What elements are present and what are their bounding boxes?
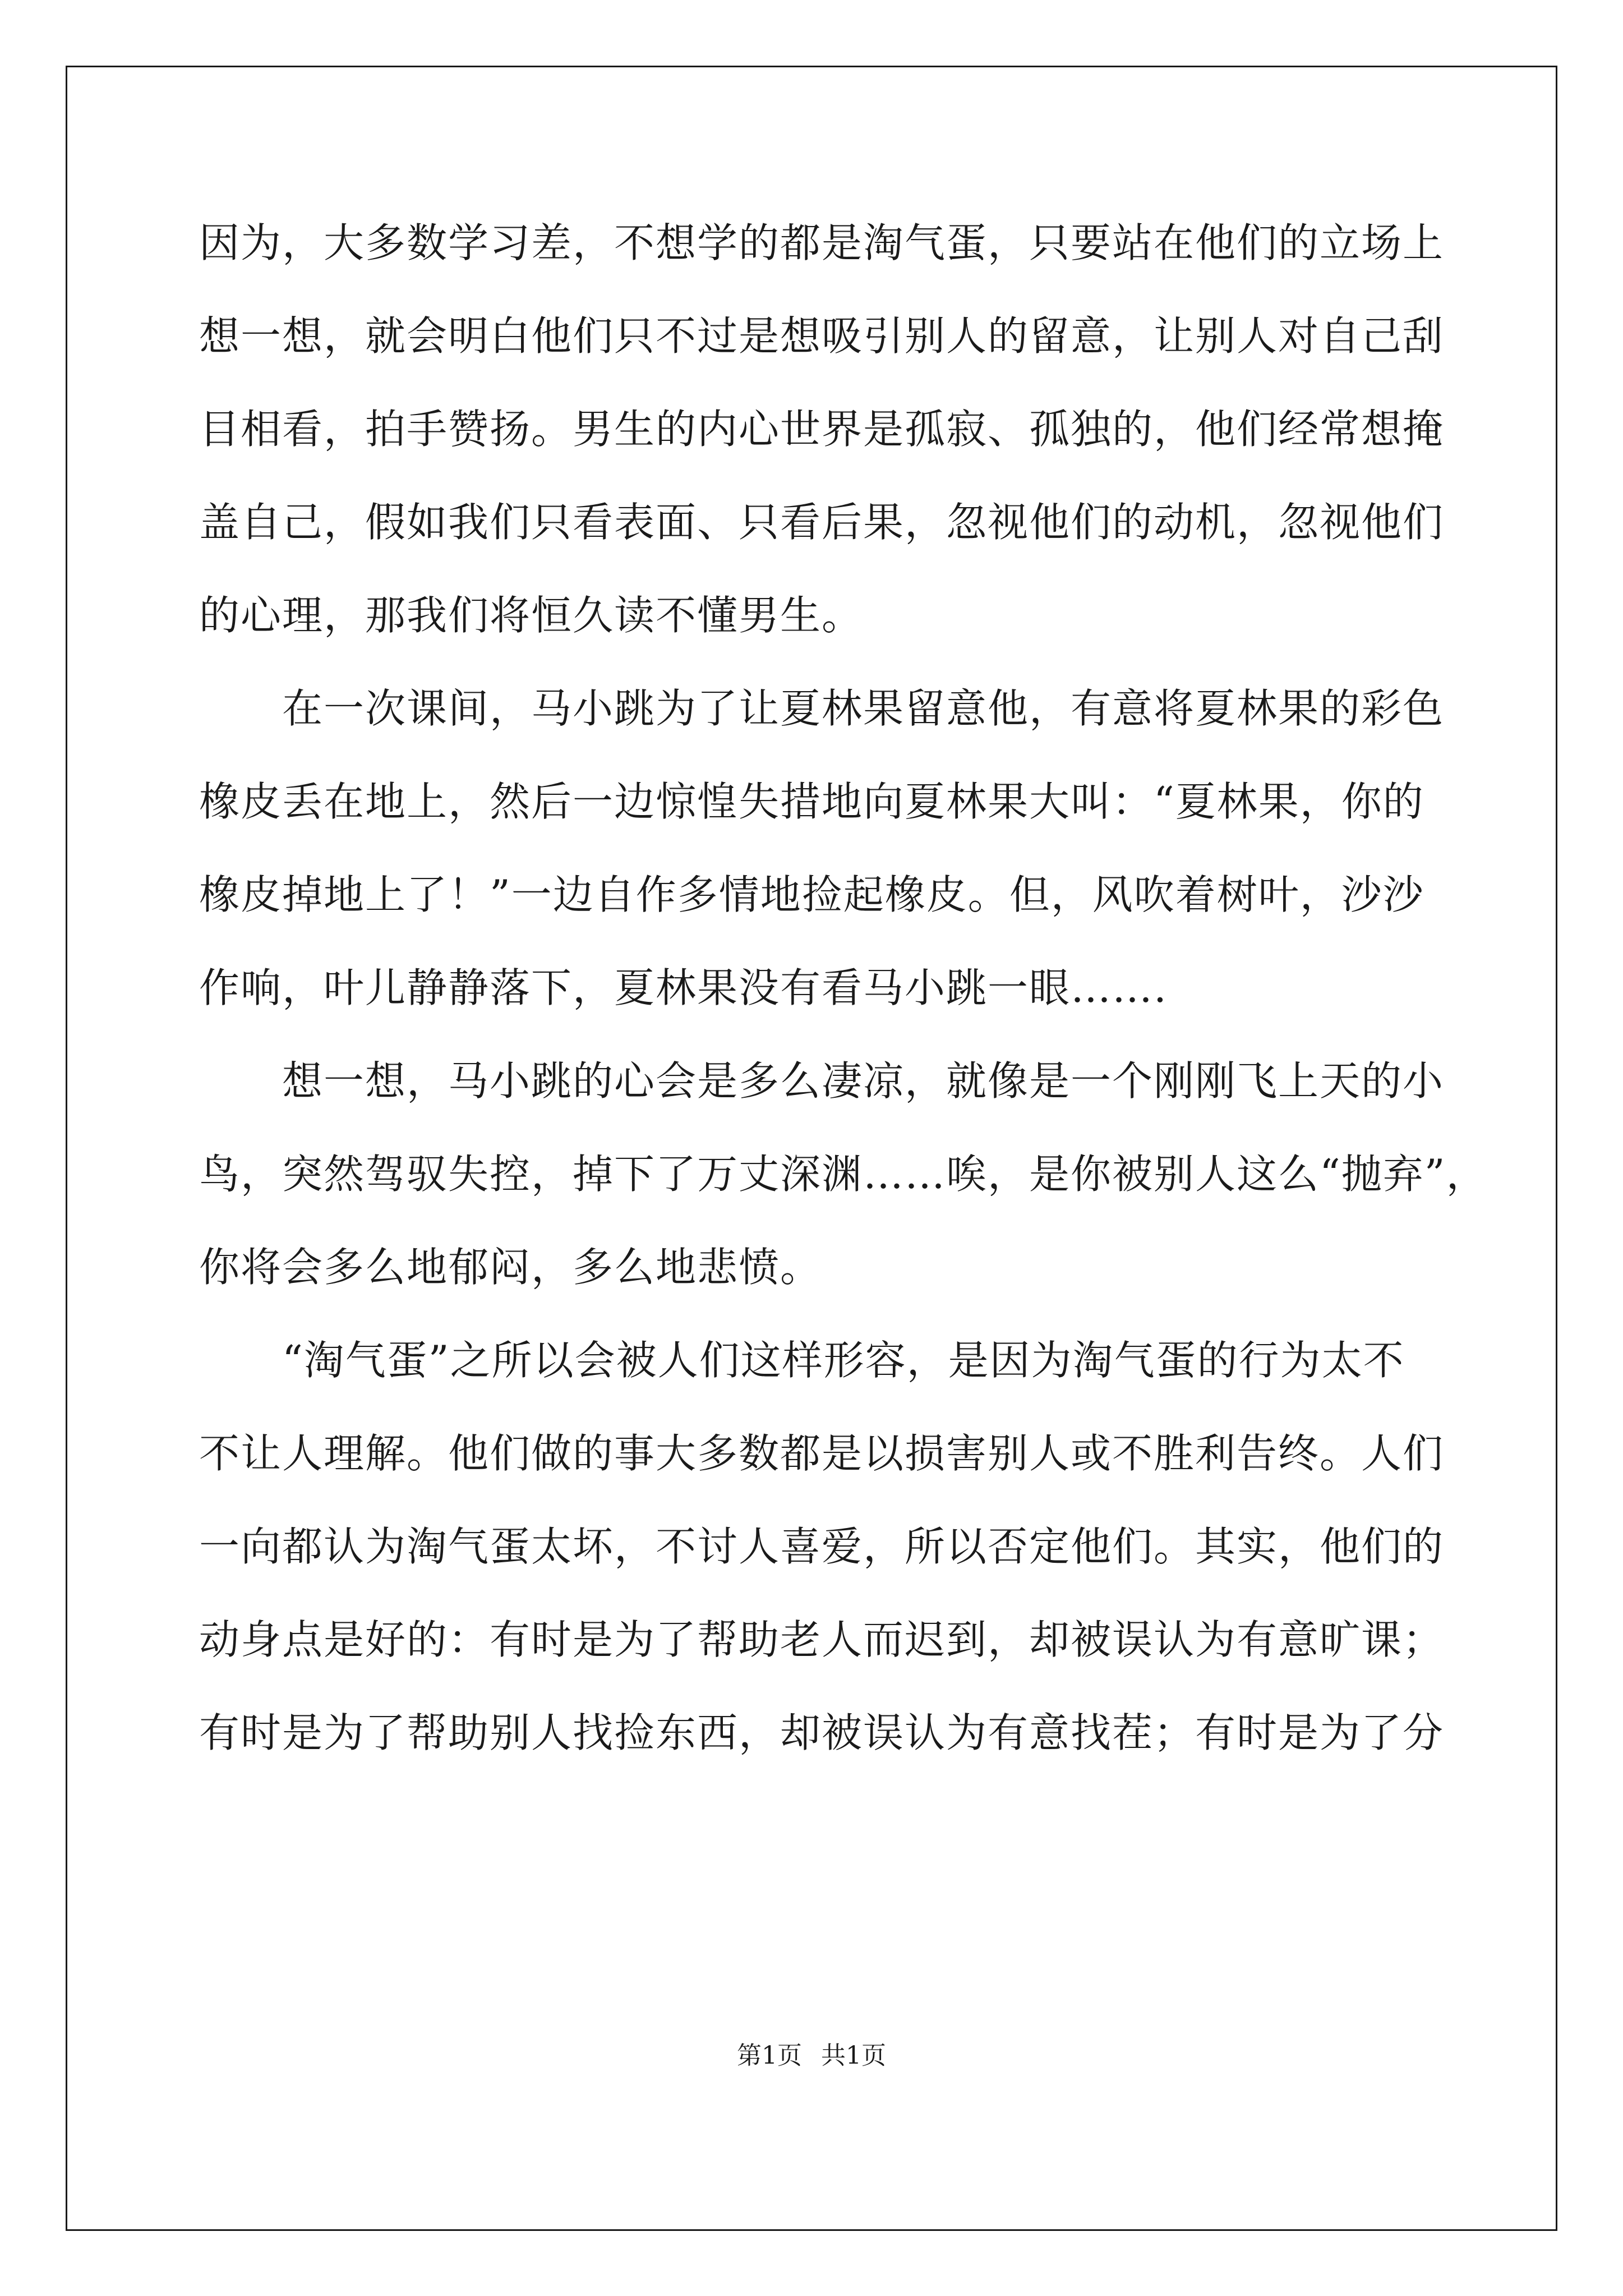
page-number-total: 共1页 (821, 2041, 886, 2070)
text-line: 动身点是好的：有时是为了帮助老人而迟到，却被误认为有意旷课； (199, 1616, 1445, 1663)
text-line: 不让人理解。他们做的事大多数都是以损害别人或不胜利告终。人们 (199, 1430, 1445, 1477)
text-line: 鸟，突然驾驭失控，掉下了万丈深渊……唉，是你被别人这么“抛弃”， (199, 1151, 1488, 1198)
text-line: 因为，大多数学习差，不想学的都是淘气蛋，只要站在他们的立场上 (199, 219, 1445, 266)
text-line: 有时是为了帮助别人找捡东西，却被误认为有意找茬；有时是为了分 (199, 1709, 1445, 1756)
page-number-current: 第1页 (737, 2041, 802, 2070)
text-line: “淘气蛋”之所以会被人们这样形容，是因为淘气蛋的行为太不 (199, 1337, 1405, 1384)
text-line: 橡皮掉地上了！”一边自作多情地捡起橡皮。但，风吹着树叶，沙沙 (199, 871, 1424, 918)
document-body (199, 216, 1488, 1799)
text-line: 作响，叶儿静静落下，夏林果没有看马小跳一眼……. (199, 964, 1168, 1011)
text-line: 想一想，马小跳的心会是多么凄凉，就像是一个刚刚飞上天的小 (199, 1057, 1445, 1105)
text-line: 的心理，那我们将恒久读不懂男生。 (199, 592, 864, 639)
page-footer (0, 2035, 1623, 2071)
text-line: 在一次课间，马小跳为了让夏林果留意他，有意将夏林果的彩色 (199, 685, 1445, 732)
text-line: 橡皮丢在地上，然后一边惊惶失措地向夏林果大叫：“夏林果，你的 (199, 778, 1424, 825)
text-line: 盖自己，假如我们只看表面、只看后果，忽视他们的动机，忽视他们 (199, 499, 1445, 546)
text-line: 你将会多么地郁闷，多么地悲愤。 (199, 1244, 822, 1291)
text-line: 一向都认为淘气蛋太坏，不讨人喜爱，所以否定他们。其实，他们的 (199, 1523, 1445, 1570)
text-line: 目相看，拍手赞扬。男生的内心世界是孤寂、孤独的，他们经常想掩 (199, 406, 1445, 453)
text-line: 想一想，就会明白他们只不过是想吸引别人的留意，让别人对自己刮 (199, 312, 1445, 360)
